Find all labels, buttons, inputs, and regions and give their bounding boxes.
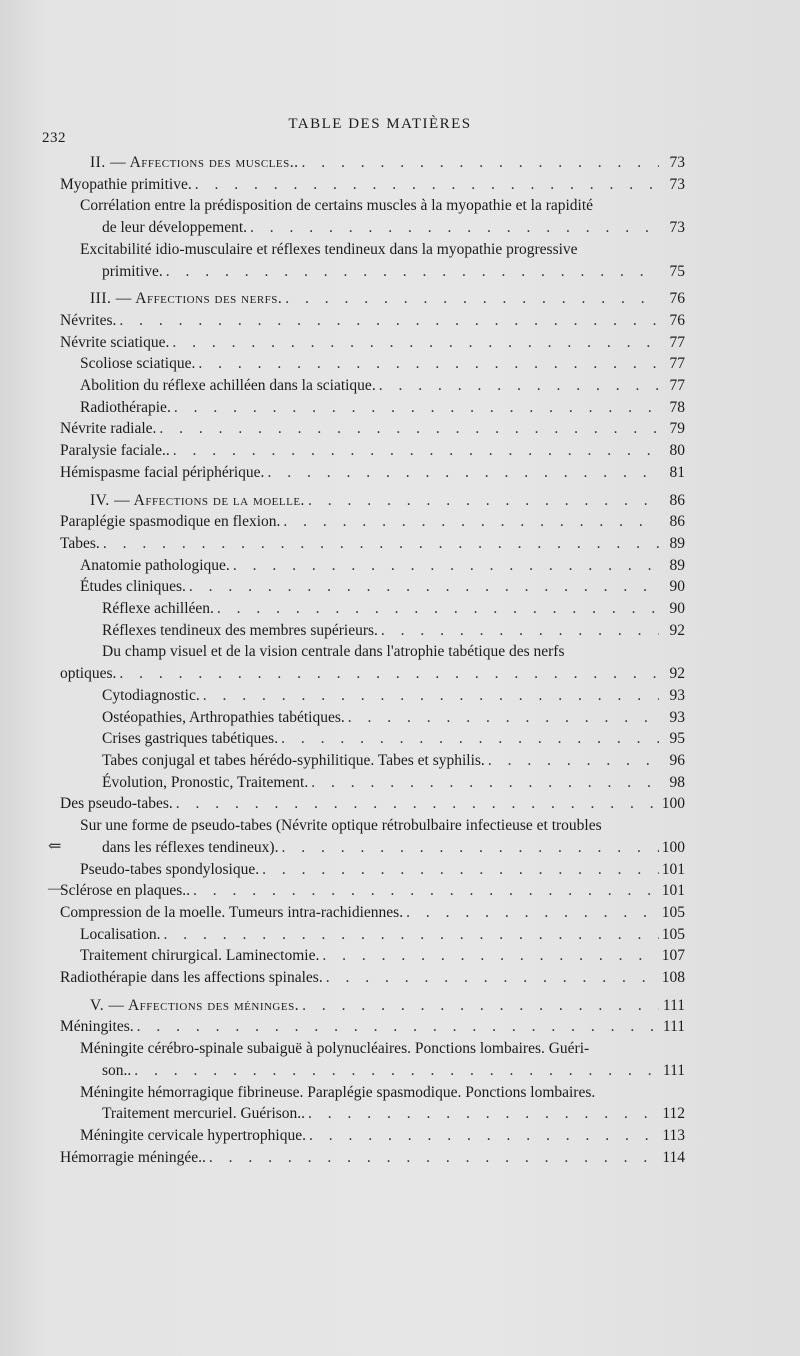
toc-entry-text: Crises gastriques tabétiques.: [102, 730, 279, 748]
toc-entry: [60, 902, 685, 924]
page-ref: 90: [669, 600, 685, 618]
dot-leader: [233, 555, 659, 577]
toc-entry-line: [60, 1082, 685, 1104]
toc-section-heading: [60, 288, 685, 310]
toc-entry: [60, 967, 685, 989]
toc-entry-text: Névrite radiale.: [60, 420, 157, 438]
page-ref: 76: [669, 311, 685, 329]
toc-entry: [60, 555, 685, 577]
page-ref: 96: [669, 751, 685, 769]
toc-entry: [60, 750, 685, 772]
page-ref: 75: [669, 262, 685, 280]
page-ref: 92: [669, 621, 685, 639]
toc-section-heading: [60, 152, 685, 174]
dot-leader: [308, 490, 659, 512]
toc-entry: [60, 1060, 685, 1082]
page-ref: 93: [669, 708, 685, 726]
dot-leader: [195, 174, 659, 196]
toc-entry-text: dans les réflexes tendineux).: [102, 838, 279, 856]
section-title: IV. — Affections de la moelle.: [90, 491, 305, 509]
dot-leader: [217, 598, 659, 620]
toc-entry-line: [60, 239, 685, 261]
toc-entry-text: Ostéopathies, Arthropathies tabétiques.: [102, 708, 345, 726]
dot-leader: [283, 511, 659, 533]
toc-entry-text: Réflexes tendineux des membres supérieurs.: [102, 621, 378, 639]
toc-entry-text: Hémispasme facial périphérique.: [60, 463, 265, 481]
toc-entry-text: Myopathie primitive.: [60, 175, 192, 193]
toc-entry: [60, 174, 685, 196]
dot-leader: [281, 728, 659, 750]
toc-entry-text: Radiothérapie.: [80, 398, 171, 416]
page-ref: 77: [669, 333, 685, 351]
page-number: 232: [42, 130, 66, 146]
page-ref: 113: [662, 1126, 685, 1144]
dot-leader: [119, 663, 659, 685]
table-of-contents: [60, 146, 685, 1168]
toc-entry-text: Radiothérapie dans les affections spinales.: [60, 969, 323, 987]
page-ref: 73: [669, 219, 685, 237]
toc-section-heading: [60, 995, 685, 1017]
toc-entry-text: son..: [102, 1061, 132, 1079]
toc-entry: [60, 462, 685, 484]
toc-entry: [60, 837, 685, 859]
toc-entry: [60, 533, 685, 555]
toc-entry: [60, 859, 685, 881]
toc-entry: [60, 418, 685, 440]
toc-entry-text: Anatomie pathologique.: [80, 556, 230, 574]
page-ref: 81: [669, 463, 685, 481]
toc-entry-text: Compression de la moelle. Tumeurs intra-rachidiennes.: [60, 903, 404, 921]
dot-leader: [406, 902, 659, 924]
toc-entry-text: Traitement mercuriel. Guérison..: [102, 1105, 306, 1123]
dot-leader: [173, 440, 659, 462]
toc-entry-text: Paraplégie spasmodique en flexion.: [60, 513, 281, 531]
toc-entry: [60, 1125, 685, 1147]
dot-leader: [301, 152, 659, 174]
page-ref: 80: [669, 442, 685, 460]
page-ref: 86: [669, 513, 685, 531]
page-ref: 77: [669, 377, 685, 395]
toc-entry: [60, 924, 685, 946]
page-ref: 101: [661, 882, 685, 900]
dot-leader: [166, 261, 659, 283]
toc-entry-text: Méningite hémorragique fibrineuse. Paraplégie spasmodique. Ponctions lombaires.: [80, 1083, 596, 1101]
section-title: V. — Affections des méninges.: [90, 996, 300, 1014]
toc-entry-text: Des pseudo-tabes.: [60, 795, 173, 813]
dot-leader: [308, 1103, 659, 1125]
toc-entry: [60, 375, 685, 397]
dot-leader: [267, 462, 659, 484]
toc-entry: [60, 397, 685, 419]
toc-entry-text: Excitabilité idio-musculaire et réflexes tendineux dans la myopathie progressive: [80, 240, 578, 258]
toc-entry-text: Abolition du réflexe achilléen dans la sciatique.: [80, 377, 376, 395]
toc-entry-text: Tabes conjugal et tabes hérédo-syphilitique. Tabes et syphilis.: [102, 751, 485, 769]
dot-leader: [262, 859, 659, 881]
toc-entry-text: Traitement chirurgical. Laminectomie.: [80, 947, 320, 965]
dot-leader: [322, 945, 659, 967]
dot-leader: [381, 620, 659, 642]
page-ref: 79: [669, 420, 685, 438]
page-ref: 111: [662, 1018, 685, 1036]
page-ref: 98: [669, 773, 685, 791]
toc-entry-line: [60, 1038, 685, 1060]
toc-entry: [60, 793, 685, 815]
toc-entry-text: Méningites.: [60, 1018, 134, 1036]
page-ref: 89: [669, 556, 685, 574]
toc-entry: [60, 685, 685, 707]
toc-entry: [60, 728, 685, 750]
toc-entry: [60, 772, 685, 794]
page-ref: 114: [662, 1148, 685, 1166]
dot-leader: [285, 288, 659, 310]
page-ref: 101: [661, 860, 685, 878]
page-ref: 93: [669, 686, 685, 704]
page-ref: 112: [662, 1105, 685, 1123]
toc-entry-text: Tabes.: [60, 534, 100, 552]
toc-entry-text: Pseudo-tabes spondylosique.: [80, 860, 260, 878]
dot-leader: [311, 772, 659, 794]
page-ref: 78: [669, 398, 685, 416]
toc-entry-text: Études cliniques.: [80, 578, 186, 596]
toc-section-heading: [60, 490, 685, 512]
dot-leader: [209, 1147, 659, 1169]
dot-leader: [174, 397, 659, 419]
page-ref: 77: [669, 355, 685, 373]
dot-leader: [198, 353, 659, 375]
toc-entry: [60, 217, 685, 239]
dot-leader: [164, 924, 660, 946]
dot-leader: [159, 418, 659, 440]
dot-leader: [250, 217, 659, 239]
toc-entry-text: de leur développement.: [102, 219, 248, 237]
dot-leader: [281, 837, 659, 859]
toc-entry-text: Réflexe achilléen.: [102, 600, 214, 618]
dot-leader: [379, 375, 659, 397]
toc-entry: [60, 1103, 685, 1125]
page-ref: 100: [661, 795, 685, 813]
dot-leader: [488, 750, 659, 772]
toc-entry-text: Méningite cérébro-spinale subaiguë à polynucléaires. Ponctions lombaires. Guéri-: [80, 1040, 590, 1058]
toc-entry-text: Méningite cervicale hypertrophique.: [80, 1126, 306, 1144]
page-ref: 111: [662, 1061, 685, 1079]
dot-leader: [189, 576, 659, 598]
page-ref: 73: [669, 154, 685, 171]
toc-entry-line: [60, 815, 685, 837]
page-ref: 89: [669, 534, 685, 552]
toc-entry: [60, 880, 685, 902]
margin-pencil-dash: —: [48, 880, 64, 897]
toc-entry: [60, 261, 685, 283]
dot-leader: [193, 880, 659, 902]
page-ref: 107: [661, 947, 685, 965]
toc-entry-line: [60, 195, 685, 217]
toc-entry-text: Sclérose en plaques..: [60, 882, 190, 900]
running-title: TABLE DES MATIÈRES: [288, 116, 472, 132]
toc-entry-text: Paralysie faciale..: [60, 442, 170, 460]
toc-entry-text: primitive.: [102, 262, 163, 280]
toc-entry-text: Corrélation entre la prédisposition de certains muscles à la myopathie et la rapidité: [80, 197, 594, 215]
page-ref: 86: [669, 491, 685, 509]
dot-leader: [302, 995, 659, 1017]
dot-leader: [348, 707, 659, 729]
toc-entry: [60, 310, 685, 332]
dot-leader: [326, 967, 659, 989]
toc-entry: [60, 332, 685, 354]
toc-entry-text: Hémorragie méningée..: [60, 1148, 206, 1166]
page-ref: 90: [669, 578, 685, 596]
toc-entry-text: Cytodiagnostic.: [102, 686, 200, 704]
dot-leader: [134, 1060, 659, 1082]
toc-entry: [60, 1016, 685, 1038]
page-ref: 111: [662, 996, 685, 1014]
page-ref: 76: [669, 290, 685, 308]
toc-entry: [60, 576, 685, 598]
toc-entry: [60, 511, 685, 533]
toc-entry-text: Sur une forme de pseudo-tabes (Névrite optique rétrobulbaire infectieuse et troubles: [80, 817, 602, 835]
toc-entry: [60, 663, 685, 685]
dot-leader: [137, 1016, 659, 1038]
toc-entry-line: [60, 641, 685, 663]
toc-entry: [60, 707, 685, 729]
toc-entry-text: Névrite sciatique.: [60, 333, 170, 351]
page-ref: 95: [669, 730, 685, 748]
section-title: III. — Affections des nerfs.: [90, 290, 283, 308]
toc-entry: [60, 598, 685, 620]
page-ref: 108: [661, 969, 685, 987]
toc-entry: [60, 353, 685, 375]
toc-entry-text: Scoliose sciatique.: [80, 355, 196, 373]
page-ref: 92: [669, 665, 685, 683]
toc-entry: [60, 620, 685, 642]
toc-entry-text: Névrites.: [60, 311, 117, 329]
dot-leader: [309, 1125, 659, 1147]
dot-leader: [172, 332, 659, 354]
toc-entry: [60, 1147, 685, 1169]
dot-leader: [103, 533, 659, 555]
toc-entry: [60, 945, 685, 967]
page-ref: 105: [661, 903, 685, 921]
section-title: II. — Affections des muscles..: [90, 154, 299, 171]
toc-entry-text: Localisation.: [80, 925, 161, 943]
dot-leader: [176, 793, 659, 815]
page-ref: 100: [661, 838, 685, 856]
toc-entry-text: Évolution, Pronostic, Traitement.: [102, 773, 309, 791]
dot-leader: [119, 310, 659, 332]
dot-leader: [203, 685, 659, 707]
toc-entry-text: optiques.: [60, 665, 117, 683]
toc-entry: [60, 440, 685, 462]
toc-entry-text: Du champ visuel et de la vision centrale dans l'atrophie tabétique des nerfs: [102, 643, 565, 661]
page-ref: 73: [669, 175, 685, 193]
margin-pencil-mark: ⇐: [48, 838, 62, 855]
page-ref: 105: [661, 925, 685, 943]
